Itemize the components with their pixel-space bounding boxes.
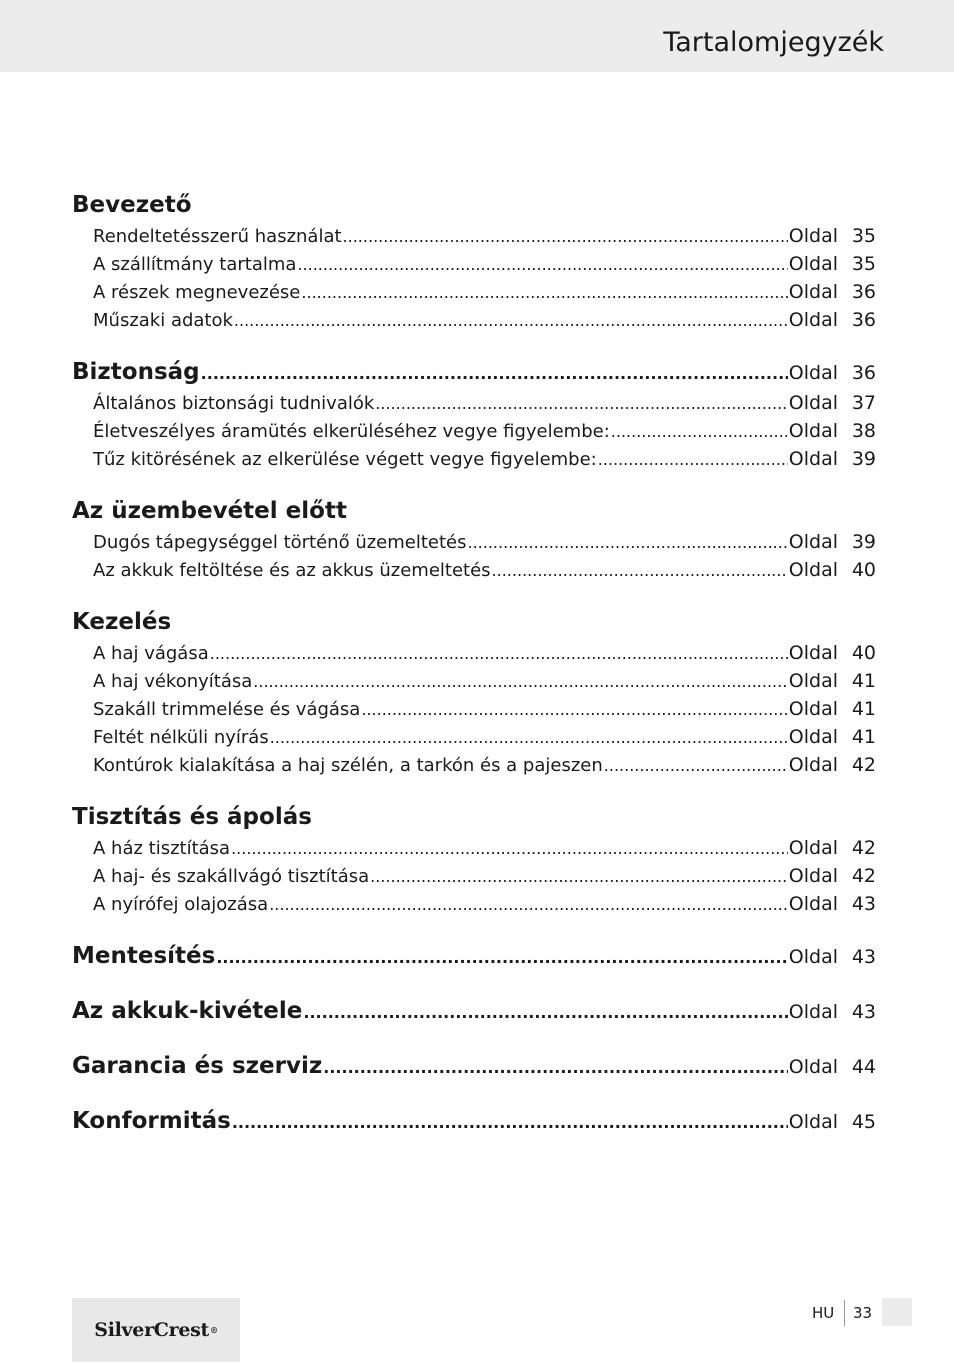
- toc-item-title: Általános biztonsági tudnivalók: [93, 393, 375, 414]
- toc-item-title: A nyírófej olajozása: [93, 894, 269, 915]
- toc-item[interactable]: [72, 893, 876, 921]
- page-word: Oldal: [788, 726, 838, 748]
- toc-item[interactable]: [72, 698, 876, 726]
- page-number-ref: 42: [851, 837, 876, 859]
- section-gap: [72, 476, 876, 498]
- toc-item-title: A haj- és szakállvágó tisztítása: [93, 866, 370, 887]
- page-number-ref: 41: [851, 670, 876, 692]
- toc-heading-title: Bevezető: [72, 192, 192, 218]
- toc-item-title: A szállítmány tartalma: [93, 254, 297, 275]
- registered-mark: ®: [210, 1325, 218, 1335]
- toc-item[interactable]: [72, 392, 876, 420]
- leader-dots: [231, 838, 788, 859]
- page-number-ref: 41: [851, 726, 876, 748]
- toc-item-title: Szakáll trimmelése és vágása: [93, 699, 361, 720]
- toc-item-title: A ház tisztítása: [93, 838, 231, 859]
- toc-item-title: Műszaki adatok: [93, 310, 233, 331]
- leader-dots: [598, 449, 788, 470]
- toc-item[interactable]: [72, 281, 876, 309]
- leader-dots: [361, 699, 787, 720]
- page-word: Oldal: [788, 448, 838, 470]
- page-number-ref: 37: [851, 392, 876, 414]
- toc-item[interactable]: [72, 726, 876, 754]
- leader-dots: [253, 671, 788, 692]
- page-number-ref: 42: [851, 754, 876, 776]
- toc-item[interactable]: [72, 559, 876, 587]
- page-number-ref: 40: [851, 642, 876, 664]
- toc-item-title: Rendeltetésszerű használat: [93, 226, 342, 247]
- page-number-ref: 41: [851, 698, 876, 720]
- leader-dots: [468, 532, 788, 553]
- page-word: Oldal: [788, 392, 838, 414]
- leader-dots: [269, 894, 788, 915]
- toc-item[interactable]: [72, 865, 876, 893]
- toc-item[interactable]: [72, 448, 876, 476]
- leader-dots: [210, 643, 788, 664]
- toc-item[interactable]: [72, 420, 876, 448]
- page-number-ref: 45: [851, 1111, 876, 1133]
- footer-tab: [882, 1298, 912, 1326]
- page-word: Oldal: [788, 698, 838, 720]
- leader-dots: [301, 282, 787, 303]
- toc-heading-title: Biztonság: [72, 359, 200, 385]
- toc-heading[interactable]: [72, 609, 876, 642]
- leader-dots: [201, 359, 788, 385]
- toc-heading-title: Az akkuk-kivétele: [72, 998, 303, 1024]
- page-number: 33: [853, 1304, 873, 1322]
- section-gap: [72, 1086, 876, 1108]
- page-number-ref: 40: [851, 559, 876, 581]
- leader-dots: [270, 727, 788, 748]
- leader-dots: [232, 1108, 788, 1134]
- toc-heading[interactable]: [72, 192, 876, 225]
- section-gap: [72, 782, 876, 804]
- page-word: Oldal: [788, 1001, 838, 1023]
- toc-item-title: Életveszélyes áramütés elkerüléséhez vegye figyelembe:: [93, 421, 610, 442]
- section-gap: [72, 337, 876, 359]
- page-word: Oldal: [788, 893, 838, 915]
- brand-logo: [72, 1298, 240, 1362]
- toc-heading[interactable]: [72, 804, 876, 837]
- toc-heading-title: Kezelés: [72, 609, 172, 635]
- page-word: Oldal: [788, 281, 838, 303]
- toc-item-title: A részek megnevezése: [93, 282, 301, 303]
- toc-heading[interactable]: [72, 1108, 876, 1141]
- page-number-ref: 36: [851, 362, 876, 384]
- page-word: Oldal: [788, 309, 838, 331]
- page-word: Oldal: [788, 642, 838, 664]
- page-word: Oldal: [788, 420, 838, 442]
- page-number-ref: 35: [851, 225, 876, 247]
- page-word: Oldal: [788, 531, 838, 553]
- page-word: Oldal: [788, 946, 838, 968]
- page-word: Oldal: [788, 559, 838, 581]
- toc-item-title: A haj vékonyítása: [93, 671, 253, 692]
- page-word: Oldal: [788, 225, 838, 247]
- toc-heading[interactable]: [72, 1053, 876, 1086]
- leader-dots: [604, 755, 788, 776]
- toc-heading-title: Garancia és szerviz: [72, 1053, 323, 1079]
- toc-heading[interactable]: [72, 998, 876, 1031]
- toc-heading[interactable]: [72, 943, 876, 976]
- leader-dots: [216, 943, 787, 969]
- section-gap: [72, 921, 876, 943]
- page-word: Oldal: [788, 362, 838, 384]
- leader-dots: [370, 866, 788, 887]
- page-number-ref: 39: [851, 531, 876, 553]
- toc-item-title: A haj vágása: [93, 643, 209, 664]
- page-word: Oldal: [788, 754, 838, 776]
- toc-heading[interactable]: [72, 359, 876, 392]
- toc-item[interactable]: [72, 642, 876, 670]
- toc-item-title: Az akkuk feltöltése és az akkus üzemeltetés: [93, 560, 491, 581]
- page-word: Oldal: [788, 1111, 838, 1133]
- toc-item[interactable]: [72, 754, 876, 782]
- page-number-ref: 42: [851, 865, 876, 887]
- section-gap: [72, 587, 876, 609]
- toc-item[interactable]: [72, 225, 876, 253]
- page-number-ref: 35: [851, 253, 876, 275]
- page-number-ref: 39: [851, 448, 876, 470]
- leader-dots: [611, 421, 788, 442]
- toc-heading-title: Konformitás: [72, 1108, 231, 1134]
- page-word: Oldal: [788, 865, 838, 887]
- toc-heading[interactable]: [72, 498, 876, 531]
- toc-item[interactable]: [72, 253, 876, 281]
- page-number-ref: 44: [851, 1056, 876, 1078]
- leader-dots: [323, 1053, 788, 1079]
- toc-item[interactable]: [72, 837, 876, 865]
- toc-item[interactable]: [72, 309, 876, 337]
- page-word: Oldal: [788, 1056, 838, 1078]
- page-number-ref: 43: [851, 893, 876, 915]
- leader-dots: [343, 226, 788, 247]
- leader-dots: [234, 310, 788, 331]
- language-code: HU: [812, 1304, 835, 1322]
- leader-dots: [375, 393, 787, 414]
- toc-item-title: Feltét nélküli nyírás: [93, 727, 269, 748]
- toc-item[interactable]: [72, 531, 876, 559]
- page-number-ref: 36: [851, 309, 876, 331]
- page-number-ref: 38: [851, 420, 876, 442]
- page-word: Oldal: [788, 253, 838, 275]
- toc-item-title: Tűz kitörésének az elkerülése végett vegye figyelembe:: [93, 449, 597, 470]
- toc-heading-title: Tisztítás és ápolás: [72, 804, 312, 830]
- brand-name: SilverCrest: [94, 1319, 209, 1341]
- page-number-ref: 36: [851, 281, 876, 303]
- toc-heading-title: Mentesítés: [72, 943, 216, 969]
- leader-dots: [297, 254, 787, 275]
- page-number-ref: 43: [851, 1001, 876, 1023]
- leader-dots: [492, 560, 788, 581]
- page-word: Oldal: [788, 837, 838, 859]
- section-gap: [72, 1031, 876, 1053]
- page-title: Tartalomjegyzék: [663, 27, 884, 58]
- toc-heading-title: Az üzembevétel előtt: [72, 498, 347, 524]
- toc-item-title: Dugós tápegységgel történő üzemeltetés: [93, 532, 467, 553]
- section-gap: [72, 976, 876, 998]
- table-of-contents: [72, 192, 876, 1141]
- page-word: Oldal: [788, 670, 838, 692]
- footer-divider: [844, 1300, 845, 1326]
- toc-item[interactable]: [72, 670, 876, 698]
- leader-dots: [303, 998, 787, 1024]
- page-number-ref: 43: [851, 946, 876, 968]
- toc-item-title: Kontúrok kialakítása a haj szélén, a tarkón és a pajeszen: [93, 755, 603, 776]
